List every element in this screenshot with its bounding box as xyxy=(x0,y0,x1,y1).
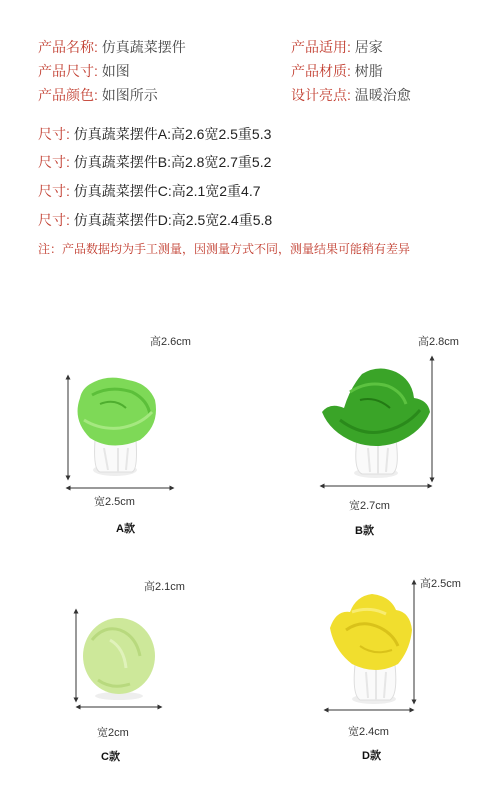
product-c-width: 宽2cm xyxy=(97,727,129,739)
product-b-label: B款 xyxy=(355,525,374,537)
product-d-label: D款 xyxy=(362,750,381,762)
info-material-key: 产品材质: xyxy=(291,63,351,79)
product-b-image xyxy=(322,368,430,478)
info-color-value: 如图所示 xyxy=(101,87,158,103)
info-highlight-key: 设计亮点: xyxy=(291,87,351,103)
measurement-note: 注：产品数据均为手工测量，因测量方式不同，测量结果可能稍有差异 xyxy=(38,242,411,256)
product-c-label: C款 xyxy=(101,751,120,763)
product-a-height: 高2.6cm xyxy=(150,336,191,348)
product-a-label: A款 xyxy=(116,523,135,535)
info-name-key: 产品名称: xyxy=(38,39,98,55)
info-size-key: 产品尺寸: xyxy=(38,63,98,79)
product-d-height: 高2.5cm xyxy=(420,578,461,590)
product-d-image xyxy=(330,594,412,704)
info-size-value: 如图 xyxy=(101,63,130,79)
size-key: 尺寸: xyxy=(38,212,70,228)
product-c-height: 高2.1cm xyxy=(144,581,185,593)
info-highlight-value: 温暖治愈 xyxy=(354,87,411,103)
size-value: 仿真蔬菜摆件D:高2.5宽2.4重5.8 xyxy=(73,212,273,228)
size-key: 尺寸: xyxy=(38,183,70,199)
size-value: 仿真蔬菜摆件A:高2.6宽2.5重5.3 xyxy=(73,126,272,142)
product-b-height: 高2.8cm xyxy=(418,336,459,348)
info-usage-value: 居家 xyxy=(354,39,383,55)
info-name-value: 仿真蔬菜摆件 xyxy=(101,39,186,55)
info-material-value: 树脂 xyxy=(354,63,383,79)
product-b-width: 宽2.7cm xyxy=(349,500,390,512)
info-usage-key: 产品适用: xyxy=(291,39,351,55)
size-value: 仿真蔬菜摆件B:高2.8宽2.7重5.2 xyxy=(73,154,272,170)
size-value: 仿真蔬菜摆件C:高2.1宽2重4.7 xyxy=(73,183,261,199)
product-c-image xyxy=(83,618,155,700)
product-a-width: 宽2.5cm xyxy=(94,496,135,508)
product-d-width: 宽2.4cm xyxy=(348,726,389,738)
size-key: 尺寸: xyxy=(38,154,70,170)
info-color-key: 产品颜色: xyxy=(38,87,98,103)
product-a-image xyxy=(78,378,156,476)
size-key: 尺寸: xyxy=(38,126,70,142)
